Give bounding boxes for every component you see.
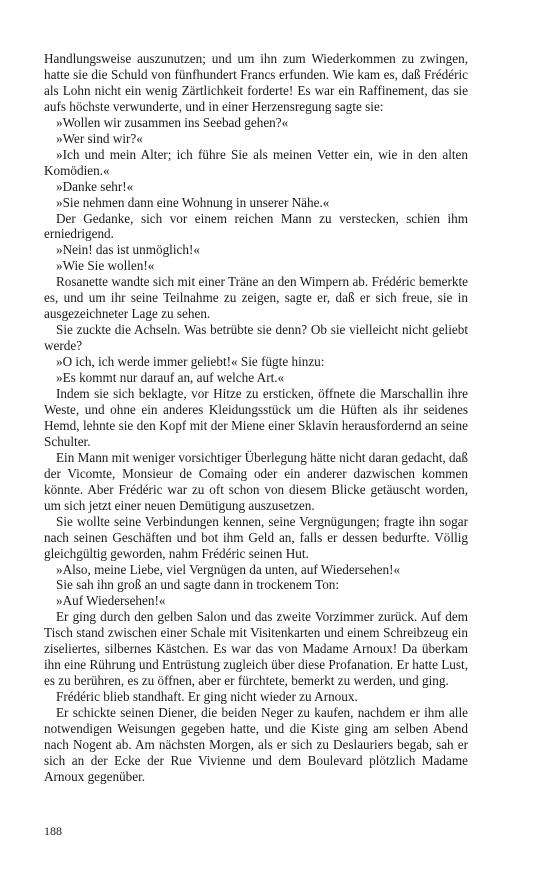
paragraph: »Danke sehr!« <box>56 178 134 194</box>
paragraph: Frédéric blieb standhaft. Er ging nicht wieder zu Arnoux. <box>56 689 358 705</box>
paragraph: Er ging durch den gelben Salon und das zweite Vorzimmer zurück. Auf dem Tisch stand zwischen einer Schale mit Visitenkarten und einem Schreibzeug ein ziseliertes, silbernes Kästchen. Es war das von Madame Arnoux! Da überkam ihn eine Rührung und Entrüstung zugleich über diese Profanation. Er hatte Lust, es zu berühren, es zu öffnen, aber er fürchtete, bemerkt zu werden, und ging. <box>44 609 468 689</box>
paragraph: Sie zuckte die Achseln. Was betrübte sie denn? Ob sie vielleicht nicht geliebt werde? <box>44 322 468 354</box>
paragraph: Handlungsweise auszunutzen; und um ihn zum Wiederkommen zu zwingen, hatte sie die Schuld von fünfhundert Francs erfunden. Wie kam es, daß Frédéric als Lohn nicht ein wenig Zärtlichkeit forderte! Es war ein Raffinement, das sie aufs höchste verwunderte, und in einer Herzensregung sagte sie: <box>44 51 468 114</box>
paragraph: »Auf Wiedersehen!« <box>56 593 166 609</box>
paragraph: Rosanette wandte sich mit einer Träne an den Wimpern ab. Frédéric bemerkte es, und um ihr seine Teilnahme zu zeigen, sagte er, daß er sich freue, sie in ausgezeichneter Lage zu sehen. <box>44 274 468 322</box>
paragraph: »Es kommt nur darauf an, auf welche Art.« <box>56 370 285 386</box>
paragraph: »Nein! das ist unmöglich!« <box>56 242 200 258</box>
paragraph: Der Gedanke, sich vor einem reichen Mann zu verstecken, schien ihm erniedrigend. <box>44 210 468 242</box>
paragraph: »Wer sind wir?« <box>56 130 143 146</box>
paragraph: Sie wollte seine Verbindungen kennen, seine Vergnügungen; fragte ihn sogar nach seinen Geschäften und bot ihm Geld an, falls er dessen bedurfte. Völlig gleichgültig geworden, nahm Frédéric seinen Hut. <box>44 513 468 561</box>
paragraph: Ein Mann mit weniger vorsichtiger Überlegung hätte nicht daran gedacht, daß der Vicomte, Monsieur de Comaing oder ein anderer dazwischen kommen könnte. Aber Frédéric war zu oft schon von diesem Blicke getäuscht worden, um sich jetzt einer neuen Demütigung auszusetzen. <box>44 449 468 513</box>
paragraph: »Ich und mein Alter; ich führe Sie als meinen Vetter ein, wie in den alten Komödien.« <box>44 146 468 178</box>
paragraph: Sie sah ihn groß an und sagte dann in trockenem Ton: <box>56 577 340 593</box>
paragraph: »O ich, ich werde immer geliebt!« Sie fügte hinzu: <box>56 354 325 370</box>
paragraph: Er schickte seinen Diener, die beiden Neger zu kaufen, nachdem er ihm alle notwendigen Weisungen gegeben hatte, und die Kiste ging am selben Abend nach Nogent ab. Am nächsten Morgen, als er sich zu Deslauriers begab, sah er sich an der Ecke der Rue Vivienne und dem Boulevard plötzlich Madame Arnoux gegenüber. <box>44 705 468 784</box>
paragraph: »Also, meine Liebe, viel Vergnügen da unten, auf Wiedersehen!« <box>56 561 401 577</box>
page-number: 188 <box>44 824 62 838</box>
paragraph: Indem sie sich beklagte, vor Hitze zu ersticken, öffnete die Marschallin ihre Weste, und ohne ein anderes Kleidungsstück um die Hüften als ihr seidenes Hemd, lehnte sie den Kopf mit der Miene einer Sklavin herausfordernd an seine Schulter. <box>44 386 468 449</box>
body-text <box>44 51 468 785</box>
paragraph: »Sie nehmen dann eine Wohnung in unserer Nähe.« <box>56 194 330 210</box>
paragraph: »Wie Sie wollen!« <box>56 258 155 274</box>
paragraph: »Wollen wir zusammen ins Seebad gehen?« <box>56 114 289 130</box>
